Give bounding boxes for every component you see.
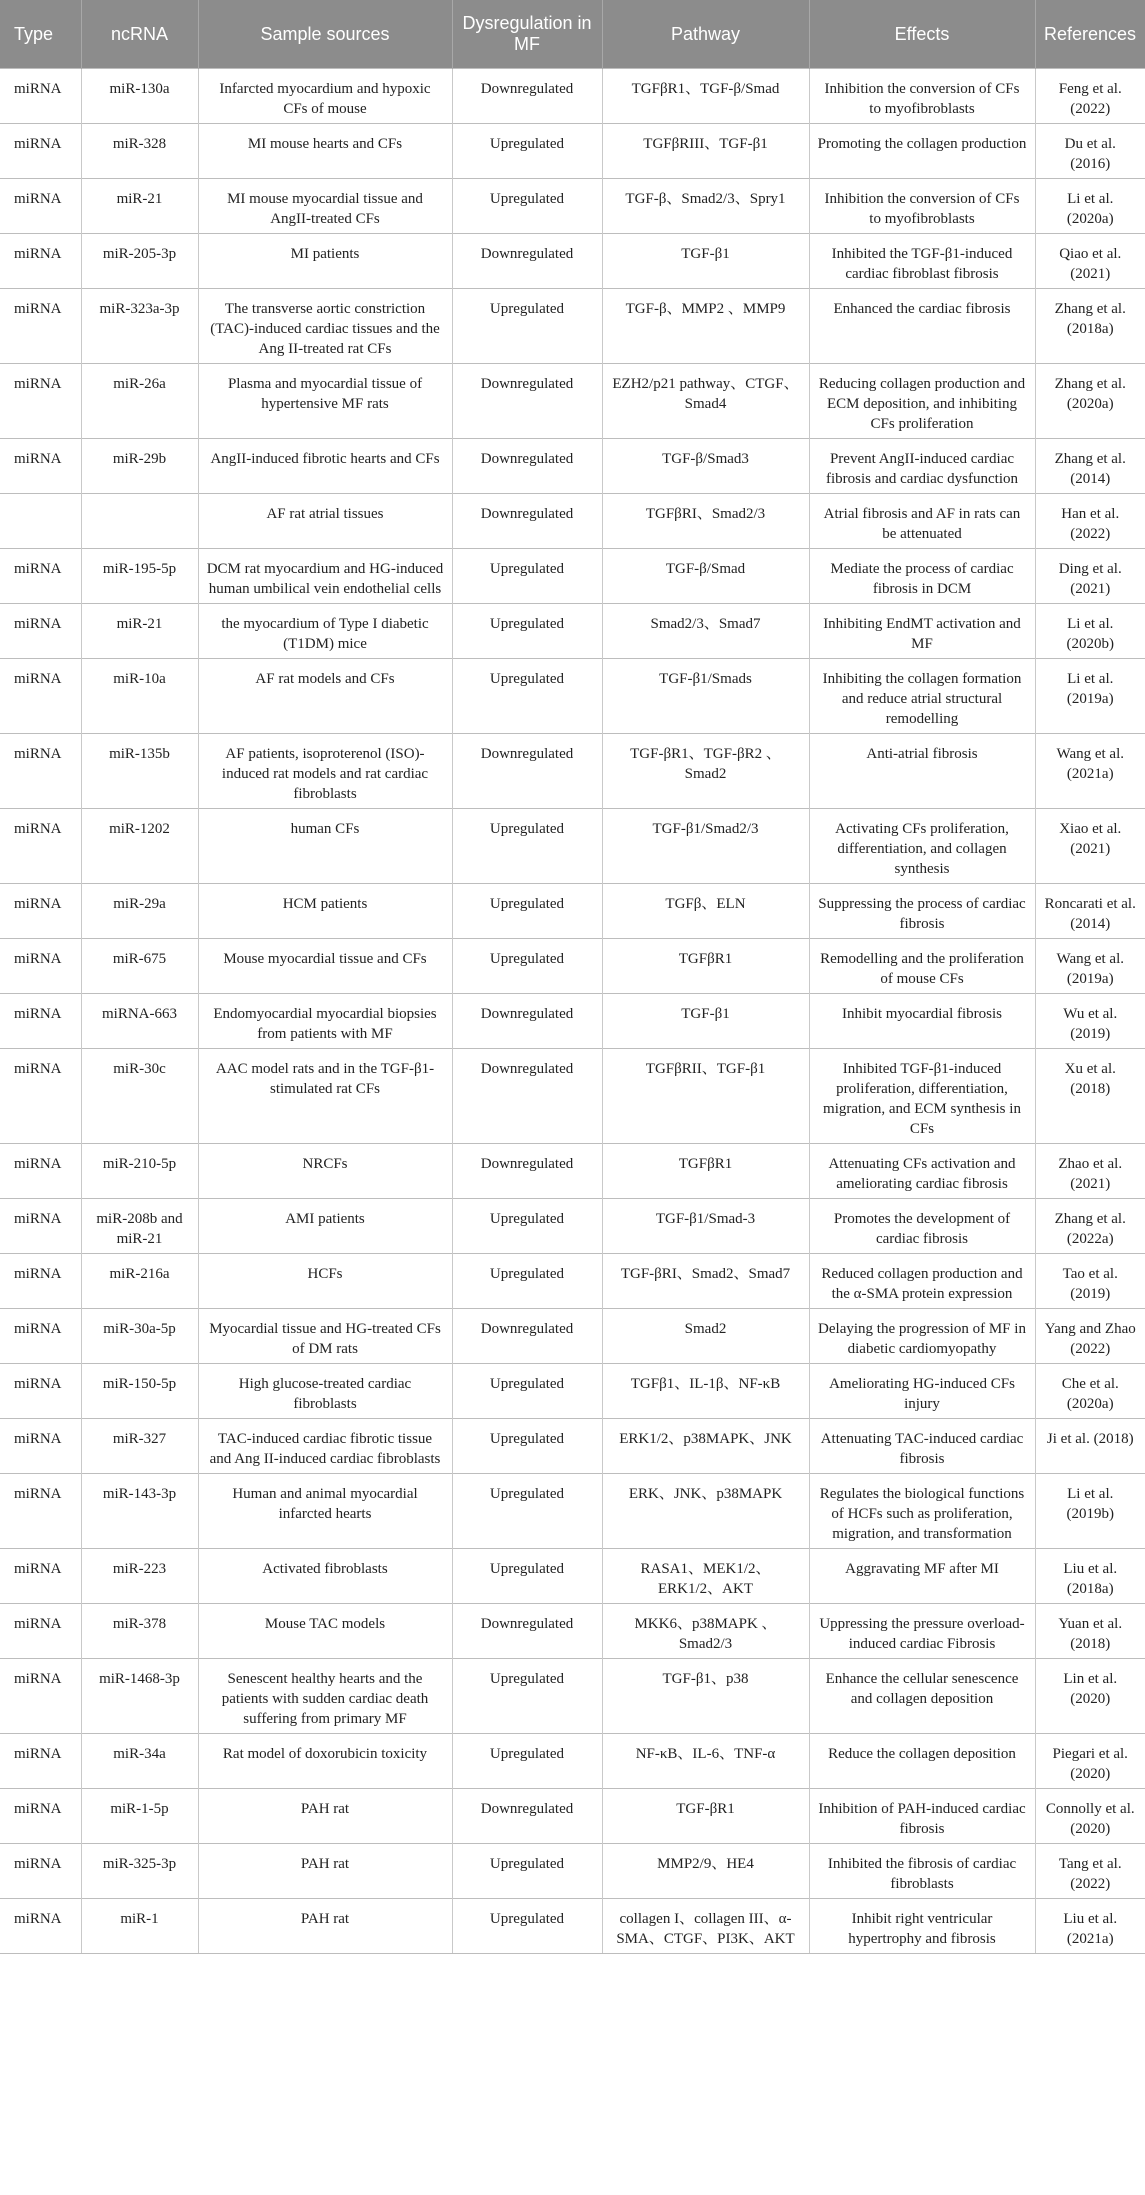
- cell-effects: Promoting the collagen production: [809, 124, 1035, 179]
- cell-effects: Reduced collagen production and the α-SMA protein expression: [809, 1254, 1035, 1309]
- cell-ncrna: miR-327: [81, 1419, 198, 1474]
- cell-sample-sources: MI mouse myocardial tissue and AngII-treated CFs: [198, 179, 452, 234]
- cell-effects: Inhibited the fibrosis of cardiac fibroblasts: [809, 1844, 1035, 1899]
- cell-type: miRNA: [0, 1659, 81, 1734]
- cell-ncrna: miR-130a: [81, 69, 198, 124]
- table-row: [0, 1659, 1145, 1734]
- cell-reference: Feng et al. (2022): [1035, 69, 1145, 124]
- cell-dysregulation: Downregulated: [452, 69, 602, 124]
- cell-effects: Atrial fibrosis and AF in rats can be attenuated: [809, 494, 1035, 549]
- cell-effects: Enhanced the cardiac fibrosis: [809, 289, 1035, 364]
- cell-reference: Zhang et al. (2014): [1035, 439, 1145, 494]
- header-ncrna: ncRNA: [81, 0, 198, 69]
- cell-sample-sources: human CFs: [198, 809, 452, 884]
- cell-dysregulation: Downregulated: [452, 364, 602, 439]
- cell-ncrna: miR-150-5p: [81, 1364, 198, 1419]
- cell-effects: Prevent AngII-induced cardiac fibrosis and cardiac dysfunction: [809, 439, 1035, 494]
- header-references: References: [1035, 0, 1145, 69]
- cell-reference: Connolly et al. (2020): [1035, 1789, 1145, 1844]
- cell-ncrna: miR-208b and miR-21: [81, 1199, 198, 1254]
- cell-pathway: Smad2/3、Smad7: [602, 604, 809, 659]
- cell-pathway: Smad2: [602, 1309, 809, 1364]
- cell-reference: Li et al. (2019b): [1035, 1474, 1145, 1549]
- table-row: [0, 364, 1145, 439]
- cell-effects: Activating CFs proliferation, differentiation, and collagen synthesis: [809, 809, 1035, 884]
- cell-sample-sources: NRCFs: [198, 1144, 452, 1199]
- cell-dysregulation: Upregulated: [452, 289, 602, 364]
- cell-reference: Wu et al. (2019): [1035, 994, 1145, 1049]
- table-row: [0, 1364, 1145, 1419]
- cell-reference: Zhang et al. (2020a): [1035, 364, 1145, 439]
- cell-type: miRNA: [0, 69, 81, 124]
- cell-dysregulation: Upregulated: [452, 179, 602, 234]
- cell-reference: Xiao et al. (2021): [1035, 809, 1145, 884]
- cell-reference: Zhang et al. (2022a): [1035, 1199, 1145, 1254]
- cell-ncrna: miR-210-5p: [81, 1144, 198, 1199]
- table-row: [0, 734, 1145, 809]
- cell-type: miRNA: [0, 1604, 81, 1659]
- cell-type: miRNA: [0, 1734, 81, 1789]
- cell-pathway: TGFβRII、TGF-β1: [602, 1049, 809, 1144]
- cell-reference: Yang and Zhao (2022): [1035, 1309, 1145, 1364]
- cell-effects: Inhibited TGF-β1-induced proliferation, differentiation, migration, and ECM synthesis in CFs: [809, 1049, 1035, 1144]
- cell-pathway: TGF-β1: [602, 234, 809, 289]
- cell-pathway: TGF-β1/Smad2/3: [602, 809, 809, 884]
- cell-effects: Inhibition the conversion of CFs to myofibroblasts: [809, 69, 1035, 124]
- table-row: [0, 1789, 1145, 1844]
- cell-effects: Inhibit right ventricular hypertrophy and fibrosis: [809, 1899, 1035, 1954]
- cell-ncrna: miR-378: [81, 1604, 198, 1659]
- cell-sample-sources: High glucose-treated cardiac fibroblasts: [198, 1364, 452, 1419]
- cell-pathway: TGF-β1/Smads: [602, 659, 809, 734]
- cell-ncrna: miR-30a-5p: [81, 1309, 198, 1364]
- cell-type: miRNA: [0, 1364, 81, 1419]
- cell-type: miRNA: [0, 1254, 81, 1309]
- cell-dysregulation: Upregulated: [452, 1659, 602, 1734]
- cell-pathway: MKK6、p38MAPK 、Smad2/3: [602, 1604, 809, 1659]
- table-row: [0, 1844, 1145, 1899]
- cell-sample-sources: Rat model of doxorubicin toxicity: [198, 1734, 452, 1789]
- cell-ncrna: miR-29b: [81, 439, 198, 494]
- cell-pathway: RASA1、MEK1/2、ERK1/2、AKT: [602, 1549, 809, 1604]
- cell-type: miRNA: [0, 809, 81, 884]
- cell-pathway: TGFβR1: [602, 939, 809, 994]
- cell-ncrna: miR-143-3p: [81, 1474, 198, 1549]
- table-row: [0, 289, 1145, 364]
- table-row: [0, 1144, 1145, 1199]
- cell-sample-sources: HCM patients: [198, 884, 452, 939]
- cell-sample-sources: The transverse aortic constriction (TAC)-induced cardiac tissues and the Ang II-treated rat CFs: [198, 289, 452, 364]
- table-row: [0, 939, 1145, 994]
- cell-effects: Delaying the progression of MF in diabetic cardiomyopathy: [809, 1309, 1035, 1364]
- cell-reference: Li et al. (2020b): [1035, 604, 1145, 659]
- cell-dysregulation: Upregulated: [452, 809, 602, 884]
- cell-reference: Liu et al. (2021a): [1035, 1899, 1145, 1954]
- cell-pathway: TGF-β/Smad: [602, 549, 809, 604]
- cell-reference: Ding et al. (2021): [1035, 549, 1145, 604]
- cell-sample-sources: AMI patients: [198, 1199, 452, 1254]
- cell-pathway: TGF-βRI、Smad2、Smad7: [602, 1254, 809, 1309]
- header-pathway: Pathway: [602, 0, 809, 69]
- cell-pathway: MMP2/9、HE4: [602, 1844, 809, 1899]
- cell-ncrna: miR-328: [81, 124, 198, 179]
- cell-effects: Inhibiting EndMT activation and MF: [809, 604, 1035, 659]
- cell-ncrna: miR-205-3p: [81, 234, 198, 289]
- cell-dysregulation: Upregulated: [452, 1844, 602, 1899]
- cell-effects: Aggravating MF after MI: [809, 1549, 1035, 1604]
- cell-pathway: TGFβR1、TGF-β/Smad: [602, 69, 809, 124]
- cell-pathway: NF-κB、IL-6、TNF-α: [602, 1734, 809, 1789]
- cell-type: miRNA: [0, 1899, 81, 1954]
- cell-reference: Che et al. (2020a): [1035, 1364, 1145, 1419]
- cell-reference: Li et al. (2019a): [1035, 659, 1145, 734]
- cell-reference: Roncarati et al. (2014): [1035, 884, 1145, 939]
- cell-type: miRNA: [0, 1199, 81, 1254]
- cell-sample-sources: MI mouse hearts and CFs: [198, 124, 452, 179]
- table-row: [0, 1199, 1145, 1254]
- cell-dysregulation: Downregulated: [452, 439, 602, 494]
- cell-pathway: TGF-βR1: [602, 1789, 809, 1844]
- cell-pathway: TGF-β1、p38: [602, 1659, 809, 1734]
- cell-effects: Attenuating CFs activation and ameliorating cardiac fibrosis: [809, 1144, 1035, 1199]
- cell-type: miRNA: [0, 1309, 81, 1364]
- cell-dysregulation: Upregulated: [452, 1364, 602, 1419]
- table-row: [0, 549, 1145, 604]
- table-row: [0, 884, 1145, 939]
- table-row: [0, 809, 1145, 884]
- cell-ncrna: miR-10a: [81, 659, 198, 734]
- cell-pathway: TGF-β1/Smad-3: [602, 1199, 809, 1254]
- cell-sample-sources: AAC model rats and in the TGF-β1-stimulated rat CFs: [198, 1049, 452, 1144]
- cell-dysregulation: Downregulated: [452, 1049, 602, 1144]
- cell-reference: Piegari et al. (2020): [1035, 1734, 1145, 1789]
- cell-sample-sources: PAH rat: [198, 1844, 452, 1899]
- cell-reference: Wang et al. (2019a): [1035, 939, 1145, 994]
- table-row: [0, 1899, 1145, 1954]
- cell-ncrna: miR-26a: [81, 364, 198, 439]
- table-row: [0, 1734, 1145, 1789]
- cell-dysregulation: Upregulated: [452, 124, 602, 179]
- cell-reference: Liu et al. (2018a): [1035, 1549, 1145, 1604]
- table-row: [0, 604, 1145, 659]
- cell-type: miRNA: [0, 1419, 81, 1474]
- cell-sample-sources: AngII-induced fibrotic hearts and CFs: [198, 439, 452, 494]
- cell-type: miRNA: [0, 124, 81, 179]
- table-row: [0, 69, 1145, 124]
- cell-sample-sources: AF patients, isoproterenol (ISO)-induced rat models and rat cardiac fibroblasts: [198, 734, 452, 809]
- cell-ncrna: miR-21: [81, 179, 198, 234]
- cell-sample-sources: the myocardium of Type I diabetic (T1DM) mice: [198, 604, 452, 659]
- table-row: [0, 439, 1145, 494]
- cell-pathway: TGFβ、ELN: [602, 884, 809, 939]
- cell-sample-sources: Senescent healthy hearts and the patients with sudden cardiac death suffering from primary MF: [198, 1659, 452, 1734]
- cell-type: miRNA: [0, 1844, 81, 1899]
- cell-effects: Inhibit myocardial fibrosis: [809, 994, 1035, 1049]
- table-row: [0, 124, 1145, 179]
- cell-ncrna: miR-34a: [81, 1734, 198, 1789]
- cell-dysregulation: Downregulated: [452, 494, 602, 549]
- cell-sample-sources: Activated fibroblasts: [198, 1549, 452, 1604]
- cell-type: miRNA: [0, 734, 81, 809]
- cell-sample-sources: HCFs: [198, 1254, 452, 1309]
- cell-pathway: TGF-βR1、TGF-βR2 、Smad2: [602, 734, 809, 809]
- cell-type: [0, 494, 81, 549]
- cell-sample-sources: DCM rat myocardium and HG-induced human umbilical vein endothelial cells: [198, 549, 452, 604]
- cell-ncrna: miR-29a: [81, 884, 198, 939]
- cell-sample-sources: AF rat atrial tissues: [198, 494, 452, 549]
- header-type: Type: [0, 0, 81, 69]
- cell-ncrna: miR-325-3p: [81, 1844, 198, 1899]
- table-row: [0, 659, 1145, 734]
- cell-dysregulation: Upregulated: [452, 604, 602, 659]
- cell-type: miRNA: [0, 289, 81, 364]
- cell-reference: Xu et al. (2018): [1035, 1049, 1145, 1144]
- cell-reference: Tang et al. (2022): [1035, 1844, 1145, 1899]
- cell-effects: Enhance the cellular senescence and collagen deposition: [809, 1659, 1035, 1734]
- cell-dysregulation: Upregulated: [452, 1899, 602, 1954]
- cell-dysregulation: Upregulated: [452, 659, 602, 734]
- cell-ncrna: miR-323a-3p: [81, 289, 198, 364]
- cell-ncrna: miR-30c: [81, 1049, 198, 1144]
- cell-dysregulation: Upregulated: [452, 1199, 602, 1254]
- table-row: [0, 1604, 1145, 1659]
- cell-type: miRNA: [0, 994, 81, 1049]
- cell-reference: Qiao et al. (2021): [1035, 234, 1145, 289]
- header-dysregulation: Dysregulation in MF: [452, 0, 602, 69]
- cell-type: miRNA: [0, 939, 81, 994]
- cell-effects: Inhibiting the collagen formation and reduce atrial structural remodelling: [809, 659, 1035, 734]
- cell-ncrna: miR-216a: [81, 1254, 198, 1309]
- cell-ncrna: miR-1468-3p: [81, 1659, 198, 1734]
- table-header-row: [0, 0, 1145, 69]
- cell-effects: Inhibition the conversion of CFs to myofibroblasts: [809, 179, 1035, 234]
- cell-ncrna: miR-195-5p: [81, 549, 198, 604]
- cell-dysregulation: Upregulated: [452, 1549, 602, 1604]
- cell-pathway: TGFβ1、IL-1β、NF-κB: [602, 1364, 809, 1419]
- cell-pathway: TGF-β/Smad3: [602, 439, 809, 494]
- cell-sample-sources: Infarcted myocardium and hypoxic CFs of mouse: [198, 69, 452, 124]
- cell-type: miRNA: [0, 604, 81, 659]
- cell-ncrna: miR-135b: [81, 734, 198, 809]
- cell-sample-sources: Plasma and myocardial tissue of hypertensive MF rats: [198, 364, 452, 439]
- cell-ncrna: [81, 494, 198, 549]
- table-row: [0, 1309, 1145, 1364]
- table-row: [0, 1419, 1145, 1474]
- cell-type: miRNA: [0, 364, 81, 439]
- cell-pathway: EZH2/p21 pathway、CTGF、 Smad4: [602, 364, 809, 439]
- cell-sample-sources: Mouse myocardial tissue and CFs: [198, 939, 452, 994]
- cell-ncrna: miR-1-5p: [81, 1789, 198, 1844]
- cell-reference: Han et al. (2022): [1035, 494, 1145, 549]
- cell-sample-sources: PAH rat: [198, 1899, 452, 1954]
- cell-effects: Reduce the collagen deposition: [809, 1734, 1035, 1789]
- cell-pathway: collagen I、collagen III、α-SMA、CTGF、PI3K、AKT: [602, 1899, 809, 1954]
- cell-pathway: TGFβRI、Smad2/3: [602, 494, 809, 549]
- cell-type: miRNA: [0, 659, 81, 734]
- header-sample-sources: Sample sources: [198, 0, 452, 69]
- cell-sample-sources: Human and animal myocardial infarcted hearts: [198, 1474, 452, 1549]
- cell-dysregulation: Downregulated: [452, 1309, 602, 1364]
- cell-type: miRNA: [0, 884, 81, 939]
- cell-type: miRNA: [0, 1144, 81, 1199]
- cell-ncrna: miR-675: [81, 939, 198, 994]
- cell-sample-sources: Mouse TAC models: [198, 1604, 452, 1659]
- cell-reference: Yuan et al. (2018): [1035, 1604, 1145, 1659]
- cell-type: miRNA: [0, 234, 81, 289]
- cell-sample-sources: PAH rat: [198, 1789, 452, 1844]
- cell-dysregulation: Upregulated: [452, 1254, 602, 1309]
- cell-dysregulation: Downregulated: [452, 994, 602, 1049]
- cell-dysregulation: Downregulated: [452, 1604, 602, 1659]
- cell-type: miRNA: [0, 179, 81, 234]
- cell-reference: Li et al. (2020a): [1035, 179, 1145, 234]
- cell-dysregulation: Downregulated: [452, 1789, 602, 1844]
- cell-ncrna: miR-21: [81, 604, 198, 659]
- cell-pathway: ERK、JNK、p38MAPK: [602, 1474, 809, 1549]
- cell-effects: Ameliorating HG-induced CFs injury: [809, 1364, 1035, 1419]
- table-body: [0, 69, 1145, 1954]
- cell-dysregulation: Downregulated: [452, 734, 602, 809]
- cell-effects: Mediate the process of cardiac fibrosis in DCM: [809, 549, 1035, 604]
- cell-reference: Lin et al. (2020): [1035, 1659, 1145, 1734]
- cell-type: miRNA: [0, 549, 81, 604]
- cell-reference: Wang et al. (2021a): [1035, 734, 1145, 809]
- cell-pathway: TGF-β1: [602, 994, 809, 1049]
- cell-sample-sources: Myocardial tissue and HG-treated CFs of DM rats: [198, 1309, 452, 1364]
- cell-effects: Attenuating TAC-induced cardiac fibrosis: [809, 1419, 1035, 1474]
- cell-sample-sources: Endomyocardial myocardial biopsies from patients with MF: [198, 994, 452, 1049]
- table-row: [0, 234, 1145, 289]
- cell-effects: Remodelling and the proliferation of mouse CFs: [809, 939, 1035, 994]
- table-row: [0, 994, 1145, 1049]
- cell-dysregulation: Upregulated: [452, 549, 602, 604]
- table-row: [0, 1549, 1145, 1604]
- cell-type: miRNA: [0, 1049, 81, 1144]
- cell-ncrna: miR-223: [81, 1549, 198, 1604]
- cell-sample-sources: TAC-induced cardiac fibrotic tissue and Ang II-induced cardiac fibroblasts: [198, 1419, 452, 1474]
- cell-type: miRNA: [0, 1474, 81, 1549]
- header-effects: Effects: [809, 0, 1035, 69]
- cell-type: miRNA: [0, 1789, 81, 1844]
- cell-effects: Uppressing the pressure overload-induced cardiac Fibrosis: [809, 1604, 1035, 1659]
- cell-dysregulation: Upregulated: [452, 1419, 602, 1474]
- cell-reference: Tao et al. (2019): [1035, 1254, 1145, 1309]
- table-row: [0, 1254, 1145, 1309]
- cell-pathway: TGFβRIII、TGF-β1: [602, 124, 809, 179]
- cell-reference: Zhao et al. (2021): [1035, 1144, 1145, 1199]
- table-row: [0, 179, 1145, 234]
- cell-effects: Promotes the development of cardiac fibrosis: [809, 1199, 1035, 1254]
- cell-effects: Inhibition of PAH-induced cardiac fibrosis: [809, 1789, 1035, 1844]
- cell-dysregulation: Downregulated: [452, 1144, 602, 1199]
- cell-pathway: TGF-β、MMP2 、MMP9: [602, 289, 809, 364]
- cell-effects: Suppressing the process of cardiac fibrosis: [809, 884, 1035, 939]
- cell-reference: Du et al. (2016): [1035, 124, 1145, 179]
- cell-dysregulation: Upregulated: [452, 939, 602, 994]
- cell-pathway: TGFβR1: [602, 1144, 809, 1199]
- cell-type: miRNA: [0, 439, 81, 494]
- cell-pathway: ERK1/2、p38MAPK、JNK: [602, 1419, 809, 1474]
- cell-effects: Inhibited the TGF-β1-induced cardiac fibroblast fibrosis: [809, 234, 1035, 289]
- table-row: [0, 1049, 1145, 1144]
- cell-type: miRNA: [0, 1549, 81, 1604]
- cell-effects: Anti-atrial fibrosis: [809, 734, 1035, 809]
- cell-ncrna: miR-1202: [81, 809, 198, 884]
- table-row: [0, 1474, 1145, 1549]
- cell-pathway: TGF-β、Smad2/3、Spry1: [602, 179, 809, 234]
- cell-reference: Ji et al. (2018): [1035, 1419, 1145, 1474]
- cell-dysregulation: Upregulated: [452, 1474, 602, 1549]
- cell-reference: Zhang et al. (2018a): [1035, 289, 1145, 364]
- cell-dysregulation: Downregulated: [452, 234, 602, 289]
- cell-sample-sources: AF rat models and CFs: [198, 659, 452, 734]
- cell-ncrna: miRNA-663: [81, 994, 198, 1049]
- table-row: [0, 494, 1145, 549]
- cell-dysregulation: Upregulated: [452, 1734, 602, 1789]
- cell-effects: Regulates the biological functions of HCFs such as proliferation, migration, and transformation: [809, 1474, 1035, 1549]
- cell-sample-sources: MI patients: [198, 234, 452, 289]
- cell-ncrna: miR-1: [81, 1899, 198, 1954]
- cell-effects: Reducing collagen production and ECM deposition, and inhibiting CFs proliferation: [809, 364, 1035, 439]
- cell-dysregulation: Upregulated: [452, 884, 602, 939]
